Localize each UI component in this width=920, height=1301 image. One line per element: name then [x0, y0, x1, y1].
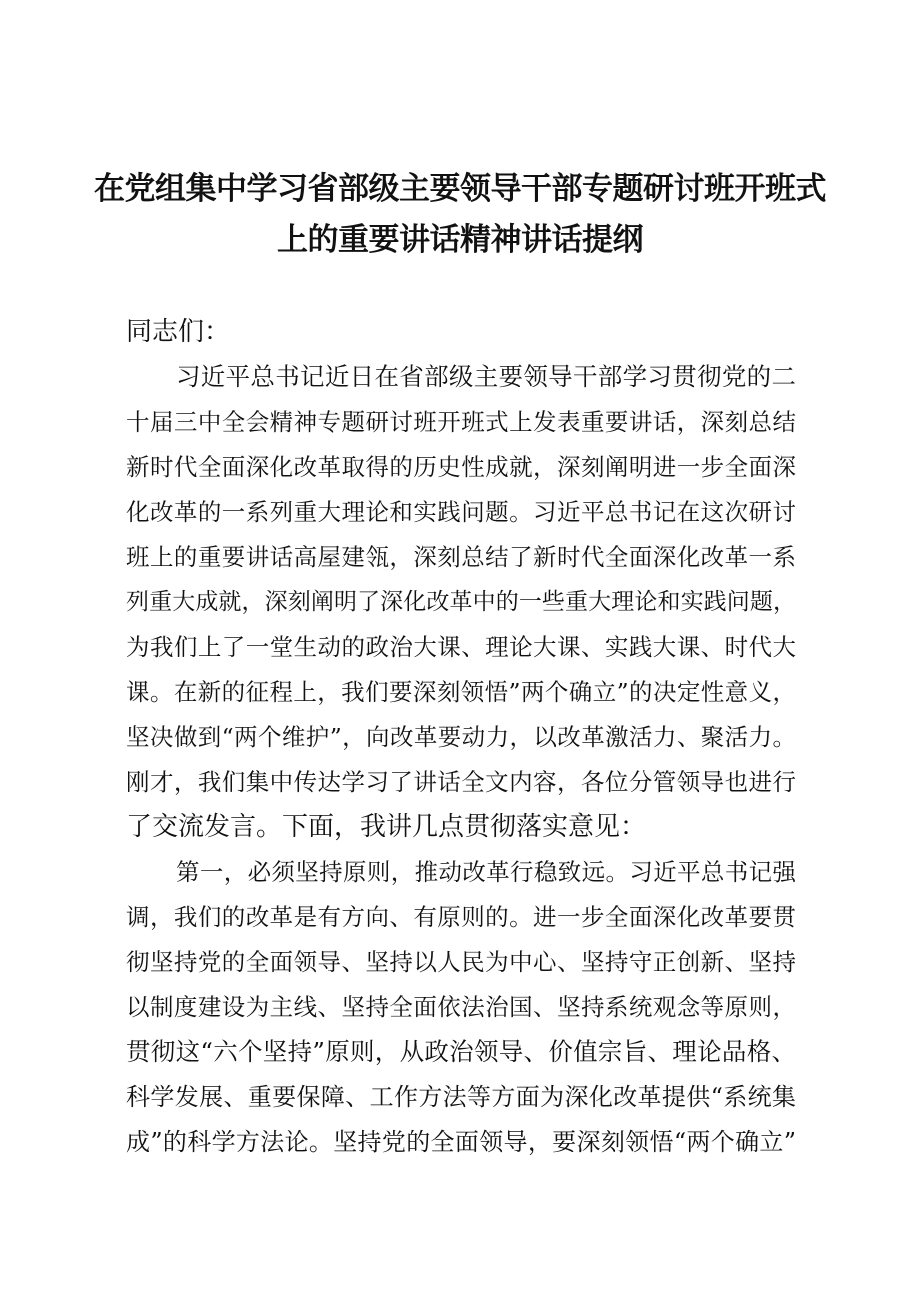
- paragraph-line: 为我们上了一堂生动的政治大课、理论大课、实践大课、时代大: [126, 633, 796, 661]
- paragraph-line: 调，我们的改革是有方向、有原则的。进一步全面深化改革要贯: [126, 903, 796, 931]
- paragraph-line: 十届三中全会精神专题研讨班开班式上发表重要讲话，深刻总结: [126, 408, 796, 436]
- paragraph-line: 坚决做到“两个维护”，向改革要动力，以改革激活力、聚活力。: [126, 723, 796, 751]
- paragraph-line: 习近平总书记近日在省部级主要领导干部学习贯彻党的二: [176, 362, 796, 391]
- paragraph-line: 课。在新的征程上，我们要深刻领悟”两个确立”的决定性意义，: [126, 678, 796, 706]
- paragraph-line: 列重大成就，深刻阐明了深化改革中的一些重大理论和实践问题，: [126, 589, 796, 615]
- paragraph-line: 彻坚持党的全面领导、坚持以人民为中心、坚持守正创新、坚持: [126, 948, 796, 976]
- paragraph-line: 新时代全面深化改革取得的历史性成就，深刻阐明进一步全面深: [126, 453, 796, 481]
- paragraph-line: 以制度建设为主线、坚持全面依法治国、坚持系统观念等原则，: [126, 993, 796, 1021]
- paragraph-line: 第一，必须坚持原则，推动改革行稳致远。习近平总书记强: [176, 858, 796, 886]
- paragraph-line: 了交流发言。下面，我讲几点贯彻落实意见：: [126, 812, 647, 842]
- paragraph-line: 贯彻这“六个坚持”原则，从政治领导、价值宗旨、理论品格、: [126, 1037, 796, 1066]
- paragraph-line: 成”的科学方法论。坚持党的全面领导，要深刻领悟“两个确立”: [126, 1128, 796, 1156]
- document-title-line-1: 在党组集中学习省部级主要领导干部专题研讨班开班式: [94, 171, 826, 207]
- paragraph-line: 班上的重要讲话高屋建瓴，深刻总结了新时代全面深化改革一系: [126, 543, 796, 571]
- paragraph-line: 科学发展、重要保障、工作方法等方面为深化改革提供“系统集: [126, 1083, 796, 1111]
- paragraph-line: 刚才，我们集中传达学习了讲话全文内容，各位分管领导也进行: [126, 768, 796, 796]
- paragraph-line: 化改革的一系列重大理论和实践问题。习近平总书记在这次研讨: [126, 498, 796, 526]
- salutation: 同志们：: [126, 317, 231, 347]
- document-title-line-2: 上的重要讲话精神讲话提纲: [277, 222, 643, 258]
